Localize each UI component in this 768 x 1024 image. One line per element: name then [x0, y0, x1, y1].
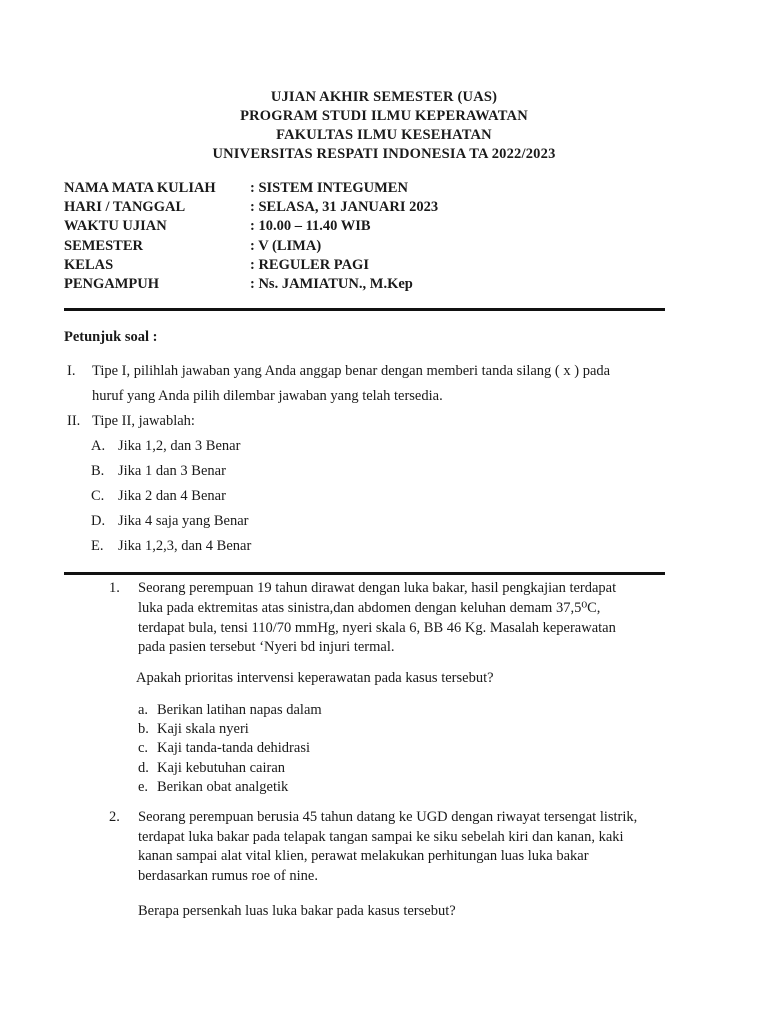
- instruction-marker: I.: [67, 363, 76, 379]
- info-value: : SISTEM INTEGUMEN: [250, 180, 408, 196]
- answer-option: Berikan latihan napas dalam: [157, 702, 322, 718]
- question-number: 2.: [109, 809, 120, 825]
- info-value: : SELASA, 31 JANUARI 2023: [250, 199, 439, 216]
- question-text-line: Seorang perempuan berusia 45 tahun datang ke UGD dengan riwayat tersengat listrik,: [138, 809, 638, 825]
- option-letter: E.: [91, 538, 104, 554]
- option-text: Jika 1,2,3, dan 4 Benar: [118, 538, 252, 554]
- question-text-line: Seorang perempuan 19 tahun dirawat dengan luka bakar, hasil pengkajian terdapat: [138, 580, 617, 596]
- exam-title: [0, 88, 768, 164]
- option-letter: B.: [91, 463, 105, 479]
- info-label: KELAS: [64, 256, 114, 273]
- answer-letter: c.: [138, 740, 149, 756]
- info-label: HARI / TANGGAL: [64, 199, 186, 216]
- instruction-marker: II.: [67, 413, 81, 429]
- question-prompt: Apakah prioritas intervensi keperawatan pada kasus tersebut?: [136, 670, 494, 686]
- instruction-text: Tipe II, jawablah:: [92, 413, 195, 429]
- info-label: NAMA MATA KULIAH: [64, 180, 216, 196]
- info-value: : REGULER PAGI: [250, 256, 369, 273]
- option-text: Jika 4 saja yang Benar: [118, 513, 249, 529]
- question-text-line: terdapat bula, tensi 110/70 mmHg, nyeri skala 6, BB 46 Kg. Masalah keperawatan: [138, 620, 616, 636]
- answer-letter: e.: [138, 779, 149, 795]
- answer-letter: a.: [138, 702, 149, 718]
- question-text-line: kanan sampai alat vital klien, perawat melakukan perhitungan luas luka bakar: [138, 848, 589, 864]
- question-prompt: Berapa persenkah luas luka bakar pada kasus tersebut?: [138, 903, 456, 919]
- question-text-line: terdapat luka bakar pada telapak tangan sampai ke siku sebelah kiri dan kanan, kaki: [138, 829, 624, 845]
- option-text: Jika 2 dan 4 Benar: [118, 488, 226, 504]
- info-label: WAKTU UJIAN: [64, 218, 167, 235]
- answer-letter: d.: [138, 760, 149, 776]
- info-value: : 10.00 – 11.40 WIB: [250, 218, 371, 235]
- answer-letter: b.: [138, 721, 149, 737]
- info-value: : Ns. JAMIATUN., M.Kep: [250, 275, 413, 292]
- info-value: : V (LIMA): [250, 237, 322, 254]
- answer-option: Berikan obat analgetik: [157, 779, 289, 795]
- info-label: SEMESTER: [64, 237, 143, 254]
- option-text: Jika 1,2, dan 3 Benar: [118, 438, 241, 454]
- instruction-text: huruf yang Anda pilih dilembar jawaban yang telah tersedia.: [92, 388, 443, 404]
- question-text-line: berdasarkan rumus roe of nine.: [138, 868, 318, 884]
- option-letter: C.: [91, 488, 105, 504]
- answer-option: Kaji tanda-tanda dehidrasi: [157, 740, 310, 756]
- answer-option: Kaji skala nyeri: [157, 721, 249, 737]
- title-line: UJIAN AKHIR SEMESTER (UAS): [270, 89, 498, 105]
- option-letter: D.: [91, 513, 106, 529]
- title-line: FAKULTAS ILMU KESEHATAN: [276, 127, 492, 143]
- info-label: PENGAMPUH: [64, 275, 160, 292]
- divider: [64, 308, 665, 311]
- instruction-text: Tipe I, pilihlah jawaban yang Anda anggap benar dengan memberi tanda silang ( x ) pada: [92, 363, 611, 379]
- instructions-heading: Petunjuk soal :: [64, 329, 158, 345]
- answer-option: Kaji kebutuhan cairan: [157, 760, 286, 776]
- question-text-line: pada pasien tersebut ‘Nyeri bd injuri termal.: [138, 639, 395, 655]
- option-text: Jika 1 dan 3 Benar: [118, 463, 226, 479]
- title-line: PROGRAM STUDI ILMU KEPERAWATAN: [240, 108, 528, 124]
- question-number: 1.: [109, 580, 120, 596]
- title-line: UNIVERSITAS RESPATI INDONESIA TA 2022/2023: [212, 146, 556, 162]
- divider: [64, 572, 665, 575]
- option-letter: A.: [91, 438, 106, 454]
- question-text-line: luka pada ektremitas atas sinistra,dan abdomen dengan keluhan demam 37,5⁰C,: [138, 600, 601, 616]
